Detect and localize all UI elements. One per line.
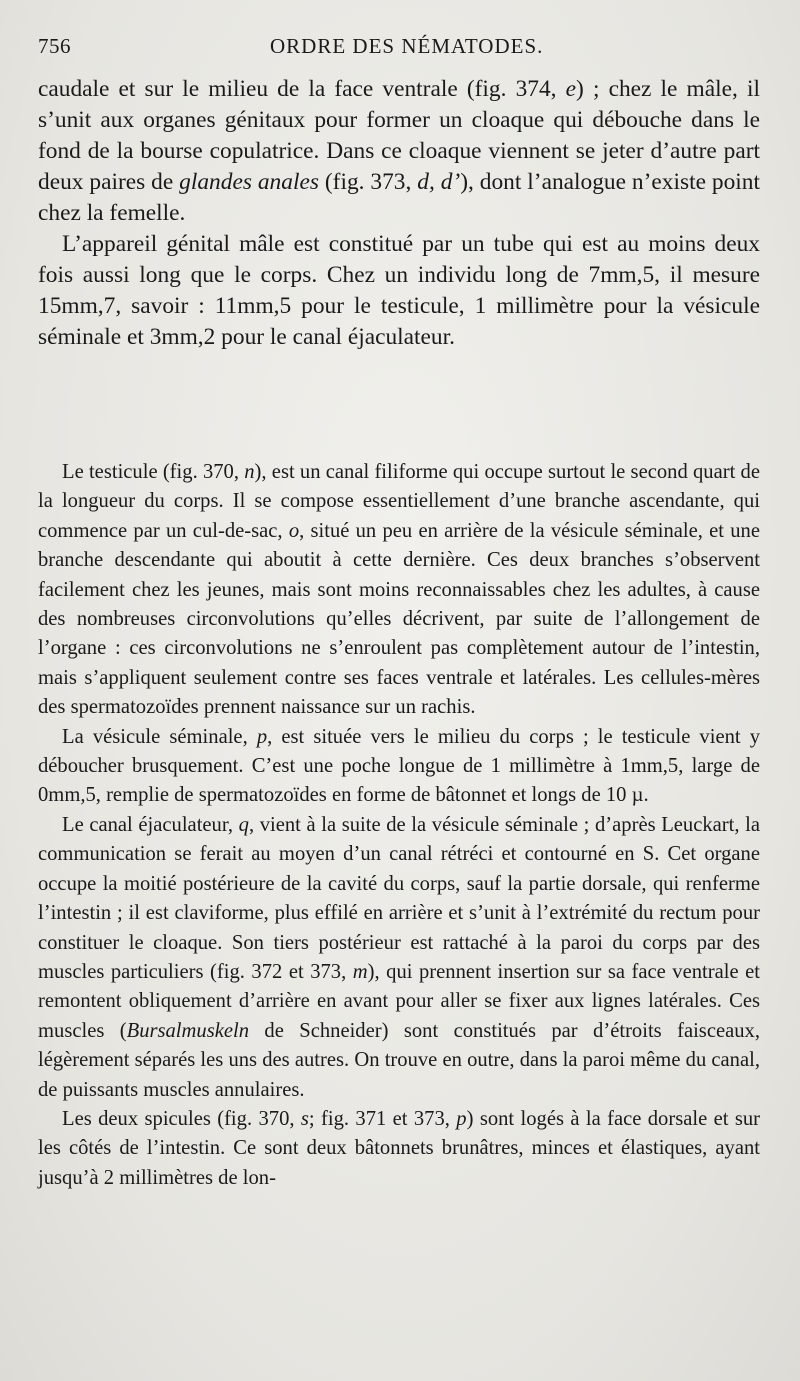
- page-header: [38, 34, 758, 60]
- text-run: caudale et sur le milieu de la face ventrale (fig. 374,: [38, 76, 566, 102]
- paragraph: [38, 74, 760, 229]
- italic-text: p: [456, 1107, 467, 1130]
- italic-text: s: [300, 1107, 309, 1130]
- text-run: , vient à la suite de la vésicule séminale ; d’après Leuckart, la communication se ferait au moyen d’un canal rétréci et contourné en S. Cet organe occupe la moitié postérieure de la cavité du corps, sauf la partie dorsale, qui renferme l’intestin ; il est claviforme, plus effilé en arrière et s’unit à l’extrémité du rectum pour constituer le cloaque. Son tiers postérieur est rattaché à la paroi du corps par des muscles particuliers (fig. 372 et 373,: [38, 813, 761, 983]
- running-title: ORDRE DES NÉMATODES.: [270, 34, 544, 58]
- italic-text: e: [565, 76, 577, 102]
- paragraph: [38, 1105, 760, 1193]
- paragraph: [38, 458, 760, 723]
- italic-text: n: [244, 461, 255, 483]
- text-run: ; fig. 371 et 373,: [308, 1107, 457, 1130]
- text-run: de Schneider) sont constitués par d’étroits faisceaux, légèrement séparés les uns des autres. On trouve en outre, dans la paroi même du canal, de puissants muscles annulaires.: [38, 1019, 760, 1101]
- paragraph: [38, 229, 760, 353]
- text-run: Le canal éjaculateur,: [62, 813, 239, 836]
- text-run: L’appareil génital mâle est constitué par un tube qui est au moins deux fois aussi long que le corps. Chez un individu long de 7mm,5, il mesure 15mm,7, savoir : 11mm,5 pour le testicule, 1 millimètre pour la vésicule séminale et 3mm,2 pour le canal éjaculateur.: [38, 231, 760, 350]
- text-run: , est située vers le milieu du corps ; le testicule vient y déboucher brusquement. C’est une poche longue de 1 millimètre à 1mm,5, large de 0mm,5, remplie de spermatozoïdes en forme de bâtonnet et longs de 10 µ.: [38, 725, 760, 807]
- text-run: , situé un peu en arrière de la vésicule séminale, et une branche descendante qui aboutit à cette dernière. Ces deux branches s’observent facilement chez les jeunes, mais sont moins reconnaissables chez les adultes, à cause des nombreuses circonvolutions qu’elles décrivent, par suite de l’allongement de l’organe : ces circonvolutions ne s’enroulent pas complètement autour de l’intestin, mais s’appliquent seulement contre ses faces ventrale et latérales. Les cellules-mères des spermatozoïdes prennent naissance sur un rachis.: [38, 519, 760, 719]
- text-run: Les deux spicules (fig. 370,: [62, 1107, 301, 1130]
- paragraph: [38, 811, 760, 1105]
- text-run: ), dont l’analogue n’existe point chez la femelle.: [38, 169, 760, 226]
- italic-text: q: [238, 813, 249, 836]
- italic-text: m: [352, 960, 368, 983]
- text-run: ), est un canal filiforme qui occupe surtout le second quart de la longueur du corps. Il se compose essentiellement d’une branche ascendante, qui commence par un cul-de-sac,: [38, 461, 760, 542]
- text-run: Le testicule (fig. 370,: [62, 461, 245, 483]
- italic-text: glandes anales: [179, 169, 319, 195]
- text-run: ) ; chez le mâle, il s’unit aux organes génitaux pour former un cloaque qui débouche dans le fond de la bourse copulatrice. Dans ce cloaque viennent se jeter d’autre part deux paires de: [38, 76, 760, 195]
- text-run: La vésicule séminale,: [62, 725, 257, 748]
- body-text-small: [38, 458, 760, 1193]
- paragraph: [38, 723, 760, 811]
- italic-text: p: [256, 725, 268, 748]
- page-number: 756: [38, 34, 71, 58]
- text-run: (fig. 373,: [318, 169, 418, 195]
- italic-text: Bursalmuskeln: [126, 1019, 250, 1042]
- italic-text: o: [288, 519, 300, 542]
- italic-text: d, d’: [417, 169, 461, 195]
- text-run: ) sont logés à la face dorsale et sur les côtés de l’intestin. Ce sont deux bâtonnets brunâtres, minces et élastiques, ayant jusqu’à 2 millimètres de lon-: [38, 1107, 760, 1189]
- text-run: ), qui prennent insertion sur sa face ventrale et remontent obliquement d’arrière en avant pour aller se fixer aux lignes latérales. Ces muscles (: [38, 960, 760, 1042]
- body-text-large: [38, 74, 760, 353]
